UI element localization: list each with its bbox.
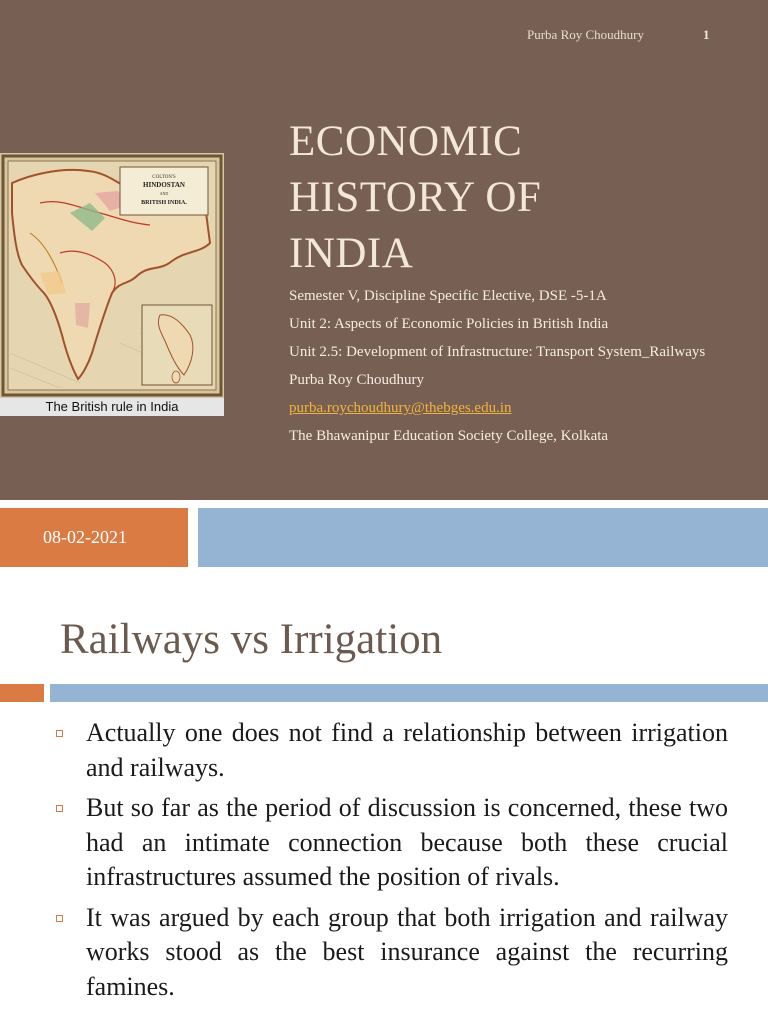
square-bullet-icon xyxy=(56,805,63,812)
cartouche-line: AND xyxy=(159,191,169,196)
title-line: INDIA xyxy=(289,230,414,277)
presentation-title xyxy=(289,114,709,282)
course-line: Semester V, Discipline Specific Elective, DSE -5-1A xyxy=(289,288,607,304)
title-line: ECONOMIC xyxy=(289,118,523,165)
email-link[interactable]: purba.roychoudhury@thebges.edu.in xyxy=(289,400,512,416)
slide-title: Railways vs Irrigation xyxy=(60,616,443,663)
footer-accent-bar xyxy=(198,508,768,567)
slide-footer xyxy=(0,500,768,568)
date-label: 08-02-2021 xyxy=(0,508,188,567)
page-number: 1 xyxy=(703,27,710,42)
cartouche-line: COLTON'S xyxy=(152,175,176,180)
bullet-item xyxy=(56,791,728,895)
square-bullet-icon xyxy=(56,915,63,922)
college-name: The Bhawanipur Education Society College, Kolkata xyxy=(289,428,609,444)
title-line: HISTORY OF xyxy=(289,174,542,221)
subtitle-block xyxy=(289,287,716,455)
header-author: Purba Roy Choudhury xyxy=(527,27,644,42)
cartouche-line: BRITISH INDIA. xyxy=(141,200,187,206)
bullet-list xyxy=(56,716,728,1010)
bullet-item xyxy=(56,716,728,785)
title-slide xyxy=(0,0,768,500)
title-divider-blue xyxy=(50,684,768,702)
topic-line: Unit 2.5: Development of Infrastructure: Transport System_Railways xyxy=(289,344,706,360)
bullet-text: Actually one does not find a relationship between irrigation and railways. xyxy=(86,718,728,782)
square-bullet-icon xyxy=(56,730,63,737)
india-map-illustration xyxy=(0,153,224,398)
map-image xyxy=(0,153,224,416)
cartouche-line: HINDOSTAN xyxy=(143,181,185,189)
bullet-item xyxy=(56,901,728,1005)
unit-line: Unit 2: Aspects of Economic Policies in British India xyxy=(289,316,609,332)
map-caption: The British rule in India xyxy=(0,398,224,416)
author-name: Purba Roy Choudhury xyxy=(289,372,424,388)
bullet-text: It was argued by each group that both irrigation and railway works stood as the best insurance against the recurring famines. xyxy=(86,902,728,1001)
title-divider-orange xyxy=(0,684,44,702)
bullet-text: But so far as the period of discussion is concerned, these two had an intimate connection because both these crucial infrastructures assumed the position of rivals. xyxy=(86,793,728,891)
